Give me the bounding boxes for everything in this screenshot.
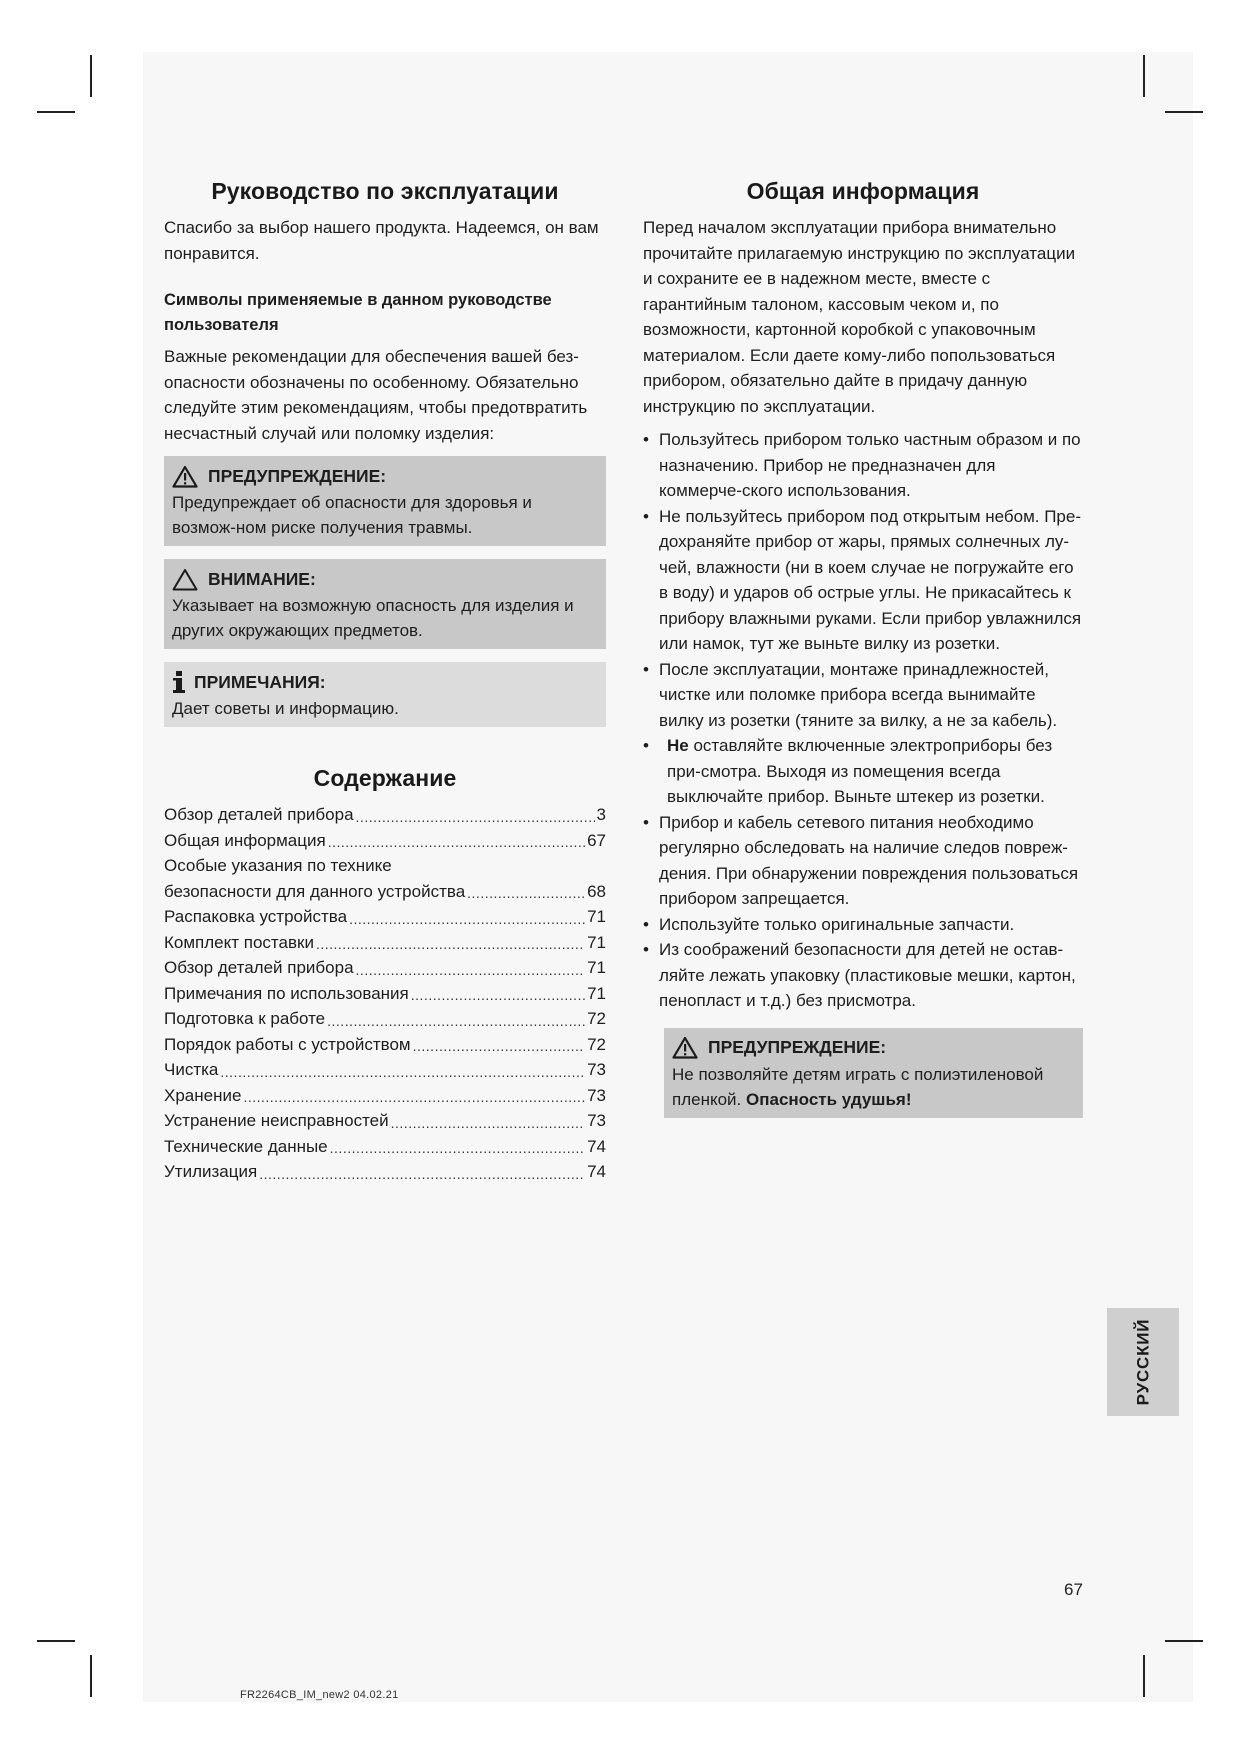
toc-entry-title: Хранение bbox=[164, 1085, 242, 1105]
crop-mark bbox=[1165, 111, 1203, 113]
toc-entry bbox=[164, 1134, 606, 1160]
toc-entry bbox=[164, 1159, 606, 1185]
toc-entry-title: Обзор деталей прибора bbox=[164, 958, 354, 977]
manual-title: Руководство по эксплуатации bbox=[211, 178, 559, 204]
toc-entry-title: Устранение неисправностей bbox=[164, 1111, 389, 1130]
notes-header bbox=[172, 668, 598, 696]
caution-header bbox=[172, 565, 598, 593]
list-item bbox=[643, 912, 1083, 938]
list-item-bold: Не bbox=[667, 736, 689, 755]
footer-code: FR2264CB_IM_new2 04.02.21 bbox=[240, 1689, 399, 1701]
toc-leader bbox=[330, 1137, 585, 1159]
warning-triangle-icon bbox=[672, 1036, 698, 1059]
caution-box bbox=[164, 559, 606, 649]
toc-leader bbox=[349, 908, 585, 930]
toc-entry-page: 73 bbox=[587, 1060, 606, 1079]
toc-entry bbox=[164, 930, 606, 956]
toc-entry-title: Распаковка устройства bbox=[164, 907, 348, 926]
toc-entry-page: 74 bbox=[587, 1136, 606, 1156]
crop-mark bbox=[1143, 1655, 1145, 1697]
toc-entry bbox=[164, 828, 606, 854]
list-item-text: После эксплуатации, монтаже принадлежностей, чистке или поломке прибора всегда вынимайте вилку из розетки (тяните за вилку, а не за кабель). bbox=[659, 659, 1058, 730]
toc-leader bbox=[259, 1163, 585, 1185]
toc-entry-title: Примечания по использования bbox=[164, 983, 409, 1003]
toc-entry-page: 3 bbox=[596, 805, 606, 824]
list-item bbox=[643, 657, 1083, 734]
toc-entry-title: Обзор деталей прибора bbox=[164, 805, 354, 824]
symbols-heading-line2: пользователя bbox=[164, 316, 279, 334]
toc-leader bbox=[467, 882, 585, 904]
list-item bbox=[643, 733, 1083, 810]
crop-mark bbox=[90, 1655, 92, 1697]
warning-box bbox=[164, 456, 606, 546]
notes-text: Дает советы и информацию. bbox=[172, 699, 399, 718]
warning-text: Предупреждает об опасности для здоровья и возмож-ном риске получения травмы. bbox=[172, 493, 532, 537]
right-column bbox=[643, 178, 1083, 1118]
toc-leader bbox=[328, 831, 585, 853]
toc-leader bbox=[220, 1061, 585, 1083]
warning-header bbox=[172, 462, 598, 490]
warning-text-block bbox=[672, 1062, 1075, 1112]
warning-box-children bbox=[664, 1028, 1083, 1118]
toc-title: Содержание bbox=[313, 765, 457, 791]
toc-entry-page: 72 bbox=[587, 1009, 606, 1028]
toc-leader bbox=[413, 1035, 585, 1057]
page-number: 67 bbox=[1064, 1580, 1083, 1599]
toc-entry-title: Порядок работы с устройством bbox=[164, 1034, 411, 1054]
list-item bbox=[643, 810, 1083, 912]
toc-entry-title: Технические данные bbox=[164, 1136, 328, 1156]
toc-entry bbox=[164, 1108, 606, 1134]
toc-entry-page: 72 bbox=[587, 1034, 606, 1054]
toc-entry bbox=[164, 802, 606, 828]
toc-entry bbox=[164, 879, 606, 905]
symbols-text: Важные рекомендации для обеспечения вашей без-опасности обозначены по особенному. Обязательно следуйте этим рекомендациям, чтобы предотвратить несчастный случай или поломку изделия: bbox=[164, 347, 588, 443]
crop-mark bbox=[90, 55, 92, 97]
caution-triangle-icon bbox=[172, 568, 198, 591]
toc-entry-page: 67 bbox=[587, 830, 606, 850]
symbols-heading-line1: Символы применяемые в данном руководстве bbox=[164, 291, 552, 309]
toc-entry-title: безопасности для данного устройства bbox=[164, 881, 466, 901]
caution-label: ВНИМАНИЕ: bbox=[208, 568, 316, 589]
list-item bbox=[643, 937, 1083, 1014]
info-icon bbox=[172, 671, 186, 693]
toc-entry-title: Утилизация bbox=[164, 1162, 258, 1181]
warning-label: ПРЕДУПРЕЖДЕНИЕ: bbox=[208, 465, 387, 486]
list-item-text: Используйте только оригинальные запчасти. bbox=[659, 914, 1015, 934]
toc-leader bbox=[356, 806, 595, 828]
general-info-title: Общая информация bbox=[746, 178, 980, 204]
intro-text: Спасибо за выбор нашего продукта. Надеемся, он вам понравится. bbox=[164, 218, 599, 263]
list-item bbox=[643, 427, 1083, 504]
safety-bullet-list bbox=[643, 427, 1083, 1014]
toc-leader bbox=[316, 933, 585, 955]
crop-mark bbox=[1143, 55, 1145, 97]
warning-bold-text: Опасность удушья! bbox=[746, 1089, 912, 1109]
toc-entry bbox=[164, 1006, 606, 1032]
toc-list bbox=[164, 802, 606, 1185]
language-tab-label: РУССКИЙ bbox=[1133, 1318, 1153, 1406]
list-item-text: Не пользуйтесь прибором под открытым небом. Пре-дохраняйте прибор от жары, прямых солнечных лу-чей, влажности (ни в коем случае не погружайте его в воду) и ударов об острые углы. Не прикасайтесь к прибору влажными руками. Если прибор увлажнился или намок, тут же выньте вилку из розетки. bbox=[659, 506, 1082, 653]
crop-mark bbox=[1165, 1640, 1203, 1642]
left-column bbox=[164, 178, 606, 1185]
symbols-heading bbox=[164, 288, 606, 338]
toc-entry-page: 73 bbox=[587, 1085, 606, 1105]
toc-entry-page: 68 bbox=[587, 881, 606, 901]
toc-entry-page: 71 bbox=[587, 983, 606, 1003]
toc-leader bbox=[411, 984, 585, 1006]
toc-entry-title: Чистка bbox=[164, 1060, 219, 1079]
notes-label: ПРИМЕЧАНИЯ: bbox=[194, 671, 326, 692]
toc-entry-title: Подготовка к работе bbox=[164, 1009, 326, 1028]
toc-leader bbox=[243, 1086, 585, 1108]
warning-header bbox=[672, 1034, 1075, 1062]
toc-entry bbox=[164, 981, 606, 1007]
caution-text: Указывает на возможную опасность для изделия и других окружающих предметов. bbox=[172, 596, 574, 640]
list-item-text: Прибор и кабель сетевого питания необходимо регулярно обследовать на наличие следов повреж-дения. При обнаружении повреждения пользоваться прибором запрещается. bbox=[659, 812, 1079, 908]
toc-entry-line: Особые указания по технике bbox=[164, 856, 392, 875]
toc-leader bbox=[391, 1112, 585, 1134]
warning-triangle-icon bbox=[172, 465, 198, 488]
toc-entry-title: Комплект поставки bbox=[164, 932, 314, 952]
list-item-text: оставляйте включенные электроприборы без при-смотра. Выходя из помещения всегда выключайте прибор. Выньте штекер из розетки. bbox=[667, 736, 1053, 806]
general-info-intro: Перед началом эксплуатации прибора внимательно прочитайте прилагаемую инструкцию по эксплуатации и сохраните ее в надежном месте, вместе с гарантийным талоном, кассовым чеком и, по возможности, картонной коробкой с упаковочным материалом. Если даете кому-либо попользоваться прибором, обязательно дайте в придачу данную инструкцию по эксплуатации. bbox=[643, 218, 1076, 416]
toc-entry bbox=[164, 955, 606, 981]
toc-entry bbox=[164, 904, 606, 930]
toc-entry-title: Общая информация bbox=[164, 830, 326, 850]
toc-entry-page: 71 bbox=[587, 958, 606, 977]
warning-label: ПРЕДУПРЕЖДЕНИЕ: bbox=[708, 1037, 887, 1057]
crop-mark bbox=[37, 1640, 75, 1642]
crop-mark bbox=[37, 111, 75, 113]
toc-entry-page: 71 bbox=[587, 932, 606, 952]
toc-entry-page: 74 bbox=[587, 1162, 606, 1181]
language-tab bbox=[1107, 1308, 1179, 1416]
toc-entry bbox=[164, 1083, 606, 1109]
list-item bbox=[643, 504, 1083, 657]
list-item-text: Пользуйтесь прибором только частным образом и по назначению. Прибор не предназначен для коммерче-ского использования. bbox=[659, 430, 1081, 500]
toc-entry bbox=[164, 1032, 606, 1058]
list-item-text: Из соображений безопасности для детей не остав-ляйте лежать упаковку (пластиковые мешки, картон, пенопласт и т.д.) без присмотра. bbox=[659, 940, 1076, 1010]
toc-entry-page: 71 bbox=[587, 907, 606, 926]
warning-text: Не позволяйте детям играть с полиэтиленовой пленкой. bbox=[672, 1064, 1044, 1109]
toc-leader bbox=[327, 1010, 585, 1032]
toc-leader bbox=[356, 959, 586, 981]
toc-entry-page: 73 bbox=[587, 1111, 606, 1130]
toc-entry bbox=[164, 1057, 606, 1083]
notes-box bbox=[164, 662, 606, 727]
